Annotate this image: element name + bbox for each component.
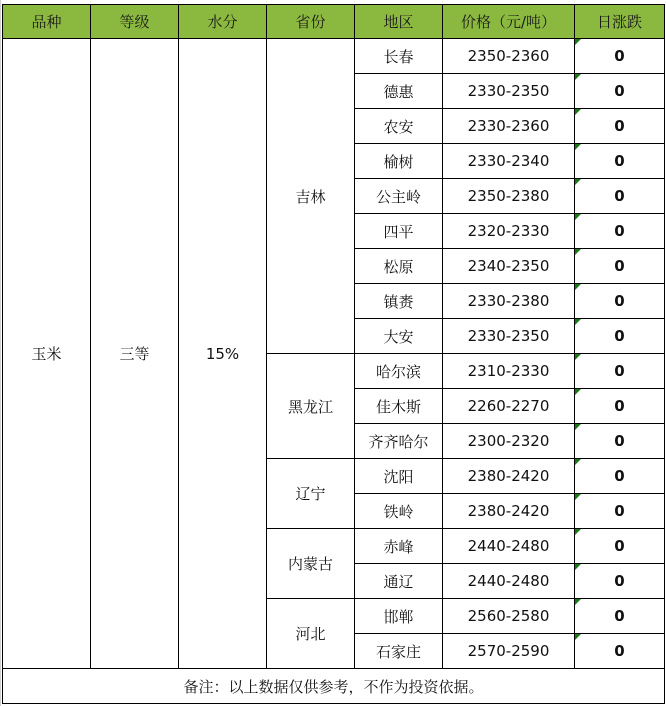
daily-change-cell[interactable]: 0 [575,354,665,389]
daily-change-cell[interactable]: 0 [575,284,665,319]
grade-cell[interactable]: 三等 [91,39,179,669]
price-cell[interactable]: 2330-2350 [443,319,575,354]
province-cell[interactable]: 河北 [267,599,355,669]
region-cell[interactable]: 石家庄 [355,634,443,669]
daily-change-cell[interactable]: 0 [575,634,665,669]
daily-change-cell[interactable]: 0 [575,214,665,249]
region-cell[interactable]: 大安 [355,319,443,354]
price-cell[interactable]: 2380-2420 [443,494,575,529]
header-daily-change[interactable]: 日涨跌 [575,5,665,39]
moisture-cell[interactable]: 15% [179,39,267,669]
daily-change-cell[interactable]: 0 [575,39,665,74]
price-cell[interactable]: 2380-2420 [443,459,575,494]
price-cell[interactable]: 2440-2480 [443,564,575,599]
header-grade[interactable]: 等级 [91,5,179,39]
price-cell[interactable]: 2300-2320 [443,424,575,459]
note-row [3,669,665,704]
region-cell[interactable]: 公主岭 [355,179,443,214]
daily-change-cell[interactable]: 0 [575,459,665,494]
price-cell[interactable]: 2350-2360 [443,39,575,74]
price-cell[interactable]: 2340-2350 [443,249,575,284]
daily-change-cell[interactable]: 0 [575,179,665,214]
daily-change-cell[interactable]: 0 [575,109,665,144]
price-cell[interactable]: 2350-2380 [443,179,575,214]
header-variety[interactable]: 品种 [3,5,91,39]
daily-change-cell[interactable]: 0 [575,599,665,634]
corn-price-table [2,4,665,704]
price-cell[interactable]: 2330-2380 [443,284,575,319]
province-cell[interactable]: 内蒙古 [267,529,355,599]
region-cell[interactable]: 四平 [355,214,443,249]
daily-change-cell[interactable]: 0 [575,494,665,529]
region-cell[interactable]: 沈阳 [355,459,443,494]
header-moisture[interactable]: 水分 [179,5,267,39]
price-cell[interactable]: 2330-2360 [443,109,575,144]
daily-change-cell[interactable]: 0 [575,144,665,179]
daily-change-cell[interactable]: 0 [575,529,665,564]
price-cell[interactable]: 2330-2340 [443,144,575,179]
region-cell[interactable]: 德惠 [355,74,443,109]
province-cell[interactable]: 吉林 [267,39,355,354]
header-region[interactable]: 地区 [355,5,443,39]
region-cell[interactable]: 铁岭 [355,494,443,529]
daily-change-cell[interactable]: 0 [575,249,665,284]
price-cell[interactable]: 2320-2330 [443,214,575,249]
price-cell[interactable]: 2560-2580 [443,599,575,634]
price-cell[interactable]: 2260-2270 [443,389,575,424]
daily-change-cell[interactable]: 0 [575,319,665,354]
region-cell[interactable]: 齐齐哈尔 [355,424,443,459]
note-cell[interactable]: 备注：以上数据仅供参考，不作为投资依据。 [3,669,665,704]
header-province[interactable]: 省份 [267,5,355,39]
region-cell[interactable]: 长春 [355,39,443,74]
region-cell[interactable]: 邯郸 [355,599,443,634]
region-cell[interactable]: 佳木斯 [355,389,443,424]
region-cell[interactable]: 通辽 [355,564,443,599]
variety-cell[interactable]: 玉米 [3,39,91,669]
region-cell[interactable]: 农安 [355,109,443,144]
gridline-left [0,0,1,706]
daily-change-cell[interactable]: 0 [575,564,665,599]
header-price[interactable]: 价格（元/吨） [443,5,575,39]
price-cell[interactable]: 2310-2330 [443,354,575,389]
province-cell[interactable]: 黑龙江 [267,354,355,459]
header-row [3,5,665,39]
region-cell[interactable]: 赤峰 [355,529,443,564]
daily-change-cell[interactable]: 0 [575,424,665,459]
daily-change-cell[interactable]: 0 [575,74,665,109]
daily-change-cell[interactable]: 0 [575,389,665,424]
region-cell[interactable]: 镇赉 [355,284,443,319]
price-cell[interactable]: 2330-2350 [443,74,575,109]
price-cell[interactable]: 2440-2480 [443,529,575,564]
region-cell[interactable]: 榆树 [355,144,443,179]
region-cell[interactable]: 哈尔滨 [355,354,443,389]
province-cell[interactable]: 辽宁 [267,459,355,529]
table-row [3,39,665,74]
region-cell[interactable]: 松原 [355,249,443,284]
price-cell[interactable]: 2570-2590 [443,634,575,669]
